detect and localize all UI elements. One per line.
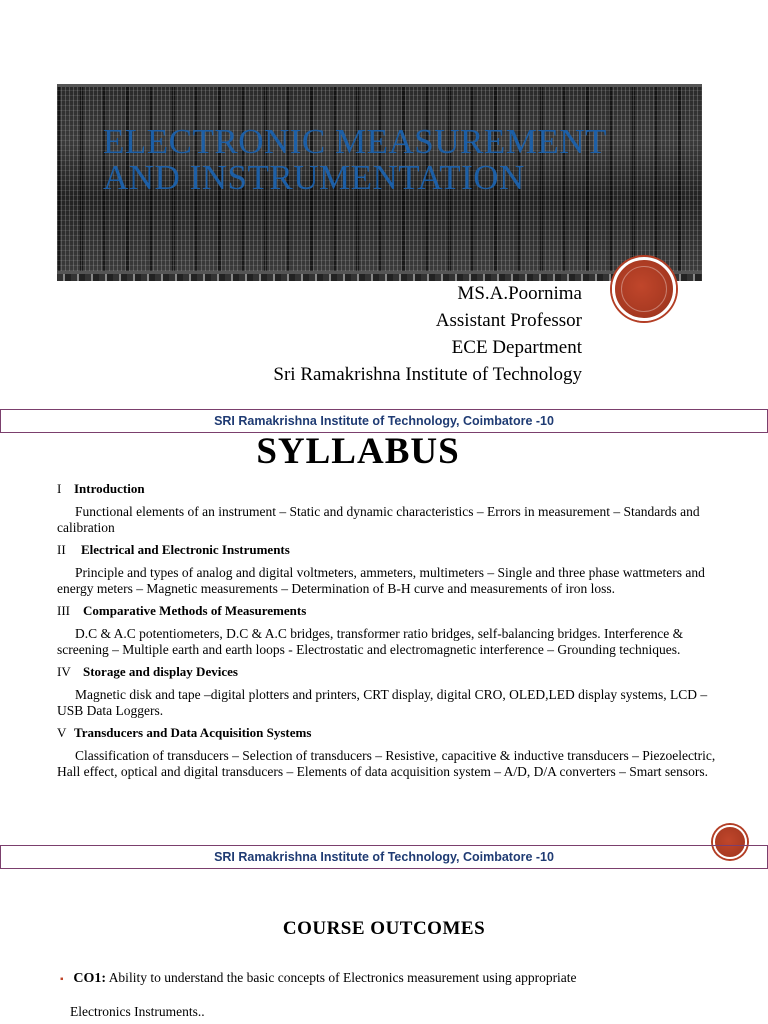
slide-title-line2: AND INSTRUMENTATION — [103, 158, 525, 197]
unit-description: Functional elements of an instrument – Static and dynamic characteristics – Errors in measurement – Standards and calibration — [57, 504, 700, 535]
bullet-square-icon: ▪ — [60, 974, 64, 985]
unit-number: I — [57, 481, 62, 496]
unit-title: Introduction — [74, 481, 145, 496]
unit-description: D.C & A.C potentiometers, D.C & A.C bridges, transformer ratio bridges, self-balancing bridges. Interference & screening – Multiple earth and earth loops - Electrostatic and electromagnetic interference – Grounding techniques. — [57, 626, 684, 657]
unit-title: Electrical and Electronic Instruments — [81, 542, 290, 557]
unit-number: V — [57, 725, 67, 740]
unit-description: Principle and types of analog and digital voltmeters, ammeters, multimeters – Single and three phase wattmeters and energy meters – Magnetic measurements – Determination of B-H curve and measurements of iron loss. — [57, 565, 705, 596]
unit-description: Classification of transducers – Selection of transducers – Resistive, capacitive & inductive transducers – Piezoelectric, Hall effect, optical and digital transducers – Elements of data acquisition system – A/D, D/A converters – Smart sensors. — [57, 748, 716, 779]
presenter-institution: Sri Ramakrishna Institute of Technology — [273, 364, 582, 385]
unit-heading — [57, 481, 717, 497]
presenter-designation: Assistant Professor — [435, 310, 582, 331]
decorative-circle-icon — [612, 257, 676, 321]
unit-number: IV — [57, 664, 71, 679]
unit-heading — [57, 664, 717, 680]
unit-title: Storage and display Devices — [83, 664, 238, 679]
outcome-text-continued: Electronics Instruments.. — [70, 1004, 205, 1019]
presenter-department: ECE Department — [451, 337, 582, 358]
presenter-info — [273, 280, 582, 388]
slide2-footer: SRI Ramakrishna Institute of Technology, Coimbatore -10 — [0, 845, 768, 869]
syllabus-unit — [57, 481, 717, 536]
unit-heading — [57, 542, 717, 558]
syllabus-unit — [57, 725, 717, 780]
unit-number: II — [57, 542, 66, 557]
unit-description: Magnetic disk and tape –digital plotters and printers, CRT display, digital CRO, OLED,LED display systems, LCD –USB Data Loggers. — [57, 687, 708, 718]
course-outcome-item — [60, 962, 720, 1024]
syllabus-title: SYLLABUS — [256, 431, 460, 472]
syllabus-list — [57, 481, 717, 786]
unit-heading — [57, 725, 717, 741]
syllabus-unit — [57, 603, 717, 658]
presenter-name: MS.A.Poornima — [457, 283, 582, 304]
outcome-label: CO1: — [73, 971, 107, 986]
unit-number: III — [57, 603, 70, 618]
outcome-text: Ability to understand the basic concepts of Electronics measurement using appropriate — [108, 970, 577, 985]
unit-title: Comparative Methods of Measurements — [83, 603, 307, 618]
unit-title: Transducers and Data Acquisition Systems — [74, 725, 312, 740]
unit-heading — [57, 603, 717, 619]
syllabus-unit — [57, 664, 717, 719]
slide1-footer: SRI Ramakrishna Institute of Technology, Coimbatore -10 — [0, 409, 768, 433]
slide-title — [103, 124, 663, 196]
syllabus-unit — [57, 542, 717, 597]
slide-title-line1: ELECTRONIC MEASUREMENT — [103, 122, 607, 161]
course-outcomes-title: COURSE OUTCOMES — [282, 918, 486, 939]
